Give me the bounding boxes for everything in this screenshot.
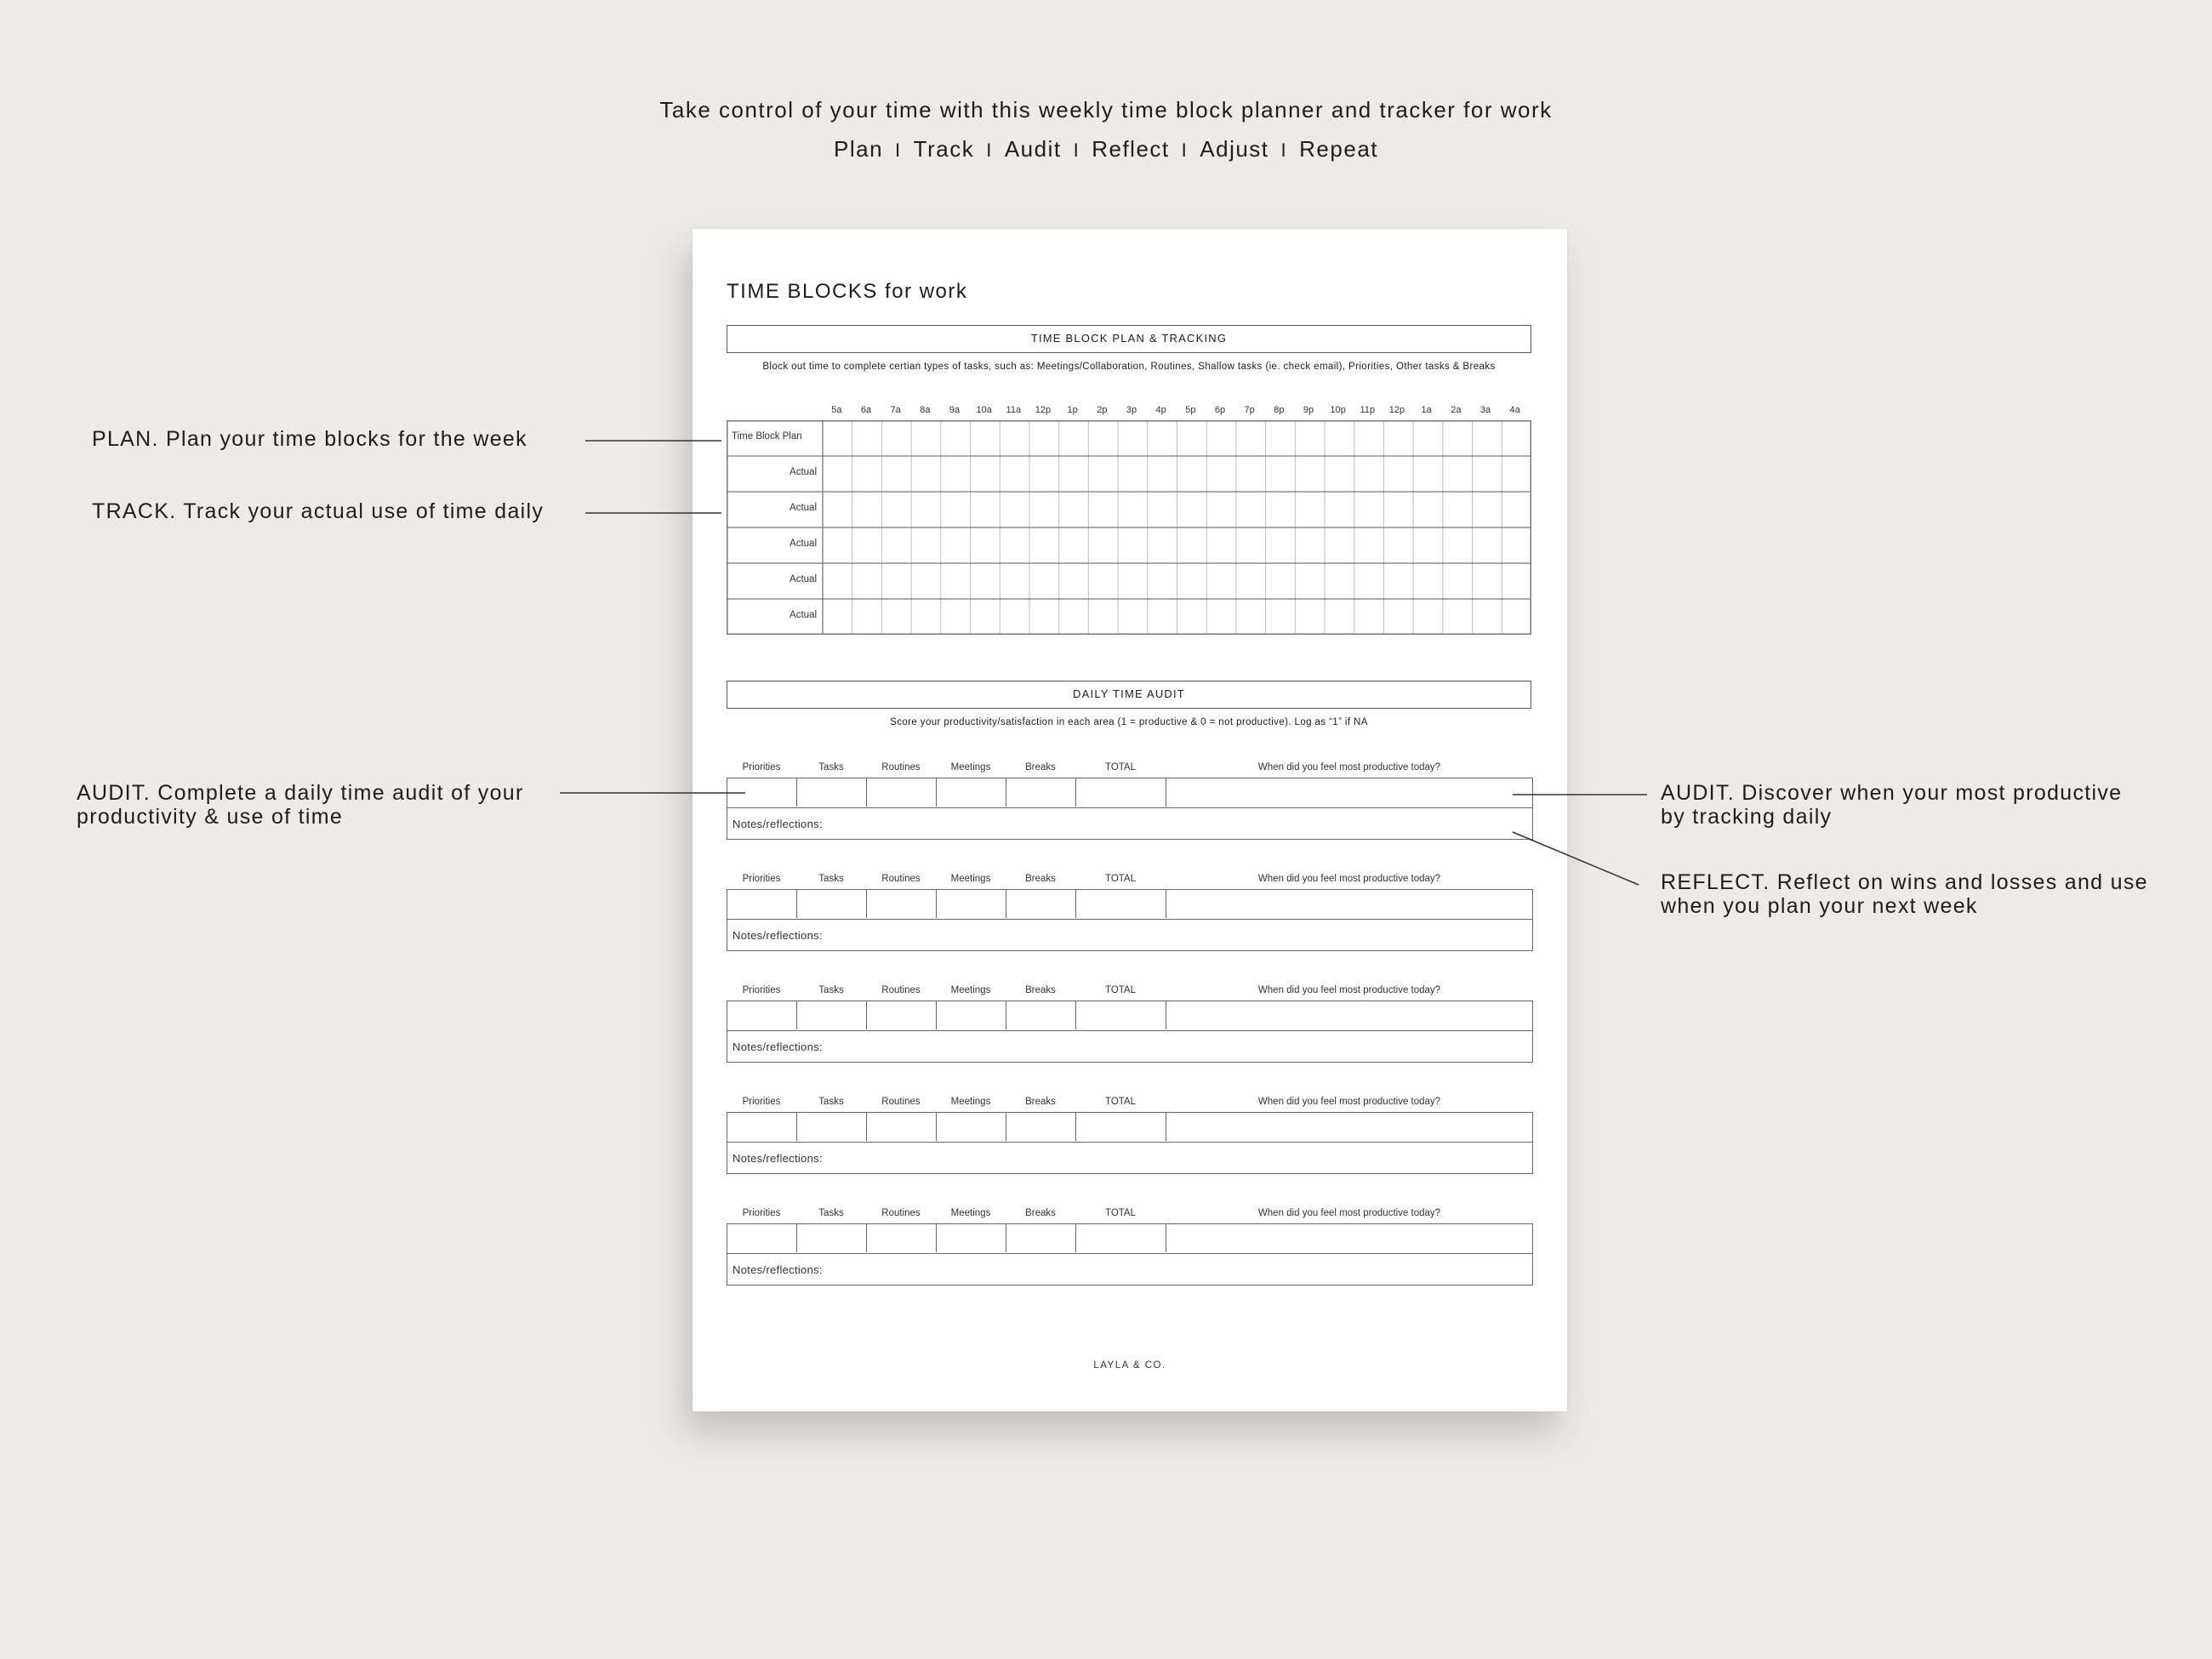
audit-column-header: Routines xyxy=(881,874,921,884)
audit-column-header: TOTAL xyxy=(1105,874,1136,884)
audit-column-header: Routines xyxy=(881,762,921,772)
audit-column-header: Breaks xyxy=(1025,1208,1056,1218)
annotation-audit-right-line1: AUDIT. Discover when your most productive xyxy=(1661,781,2123,805)
audit-column-header: Priorities xyxy=(742,1097,781,1107)
plan-section-title: TIME BLOCK PLAN & TRACKING xyxy=(727,325,1531,353)
audit-column-header: Priorities xyxy=(742,1208,781,1218)
row-label-actual: Actual xyxy=(790,574,817,584)
annotation-audit-right-line2: by tracking daily xyxy=(1661,805,1833,829)
step-separator: I xyxy=(1181,140,1189,161)
audit-column-header: Tasks xyxy=(818,1208,844,1218)
row-label-actual: Actual xyxy=(790,539,817,549)
step-separator: I xyxy=(1073,140,1080,161)
hour-label: 3a xyxy=(1479,405,1491,415)
annotation-reflect-line1: REFLECT. Reflect on wins and losses and use xyxy=(1661,870,2148,894)
row-label-actual: Actual xyxy=(790,467,817,477)
hour-label: 12p xyxy=(1035,405,1052,415)
notes-label: Notes/reflections: xyxy=(733,1152,823,1165)
step-separator: I xyxy=(986,140,993,161)
audit-column-header: TOTAL xyxy=(1105,985,1136,995)
hour-label: 8a xyxy=(920,405,931,415)
annotation-reflect-line2: when you plan your next week xyxy=(1661,894,1978,918)
audit-column-header: When did you feel most productive today? xyxy=(1257,1208,1441,1218)
audit-column-header: Tasks xyxy=(818,762,844,772)
hour-label: 11a xyxy=(1006,405,1022,415)
audit-column-header: Breaks xyxy=(1025,1097,1056,1107)
step-track: Track xyxy=(913,136,975,162)
row-label-actual: Actual xyxy=(790,503,817,513)
audit-column-header: Priorities xyxy=(742,874,781,884)
audit-column-header: Priorities xyxy=(742,985,781,995)
step-separator: I xyxy=(895,140,902,161)
hour-label: 4a xyxy=(1509,405,1520,415)
annotation-audit-left-line1: AUDIT. Complete a daily time audit of your xyxy=(77,781,524,805)
step-repeat: Repeat xyxy=(1299,136,1378,162)
audit-column-header: Breaks xyxy=(1025,985,1056,995)
audit-column-header: TOTAL xyxy=(1105,1208,1136,1218)
page-title: TIME BLOCKS for work xyxy=(727,280,968,303)
notes-label: Notes/reflections: xyxy=(733,1263,823,1276)
audit-column-header: Tasks xyxy=(818,1097,844,1107)
audit-column-header: Meetings xyxy=(950,1097,991,1107)
audit-column-header: Tasks xyxy=(818,985,844,995)
leader-line-reflect xyxy=(1513,832,1639,885)
hour-label: 7p xyxy=(1244,405,1255,415)
audit-column-header: When did you feel most productive today? xyxy=(1257,874,1441,884)
notes-label: Notes/reflections: xyxy=(733,1040,823,1053)
hour-label: 9a xyxy=(949,405,961,415)
audit-column-header: TOTAL xyxy=(1105,762,1136,772)
audit-column-header: TOTAL xyxy=(1105,1097,1136,1107)
hour-label: 6a xyxy=(860,405,872,415)
step-audit: Audit xyxy=(1004,136,1062,162)
hour-label: 9p xyxy=(1303,405,1314,415)
step-reflect: Reflect xyxy=(1092,136,1170,162)
hour-label: 11p xyxy=(1360,405,1376,415)
hour-label: 6p xyxy=(1214,405,1226,415)
plan-instructions: Block out time to complete certian types of tasks, such as: Meetings/Collaboration, Routines, Shallow tasks (ie. check email), Priorities, Other tasks & Breaks xyxy=(762,362,1496,372)
audit-column-header: When did you feel most productive today? xyxy=(1257,762,1441,772)
hour-label: 10p xyxy=(1330,405,1346,415)
brand-footer: LAYLA & CO. xyxy=(1093,1360,1166,1371)
row-label-plan: Time Block Plan xyxy=(732,431,802,442)
step-adjust: Adjust xyxy=(1200,136,1269,162)
step-plan: Plan xyxy=(833,136,884,162)
audit-column-header: Meetings xyxy=(950,874,991,884)
hour-label: 2p xyxy=(1097,405,1108,415)
hour-label: 12p xyxy=(1388,405,1405,415)
row-label-actual: Actual xyxy=(790,610,817,620)
audit-column-header: Routines xyxy=(881,1097,921,1107)
annotation-audit-left-line2: productivity & use of time xyxy=(77,805,344,829)
audit-section-title: DAILY TIME AUDIT xyxy=(727,681,1531,709)
audit-column-header: Tasks xyxy=(818,874,844,884)
hour-label: 10a xyxy=(976,405,992,415)
audit-column-header: When did you feel most productive today? xyxy=(1257,1097,1441,1107)
annotation-track: TRACK. Track your actual use of time daily xyxy=(92,499,544,523)
hour-label: 3p xyxy=(1126,405,1137,415)
audit-column-header: Meetings xyxy=(950,985,991,995)
audit-column-header: Routines xyxy=(881,1208,921,1218)
hour-label: 5p xyxy=(1185,405,1196,415)
hour-label: 1p xyxy=(1067,405,1078,415)
hour-label: 7a xyxy=(890,405,901,415)
notes-label: Notes/reflections: xyxy=(733,818,823,830)
audit-column-header: Breaks xyxy=(1025,762,1056,772)
hour-label: 1a xyxy=(1421,405,1432,415)
audit-column-header: Priorities xyxy=(742,762,781,772)
step-separator: I xyxy=(1280,140,1288,161)
audit-column-header: Breaks xyxy=(1025,874,1056,884)
notes-label: Notes/reflections: xyxy=(733,929,823,942)
hour-label: 4p xyxy=(1155,405,1166,415)
audit-column-header: Routines xyxy=(881,985,921,995)
audit-column-header: Meetings xyxy=(950,1208,991,1218)
annotation-plan: PLAN. Plan your time blocks for the week xyxy=(92,427,527,451)
hour-label: 5a xyxy=(831,405,842,415)
audit-instructions: Score your productivity/satisfaction in each area (1 = productive & 0 = not productive). Log as “1” if NA xyxy=(890,717,1368,727)
hour-label: 2a xyxy=(1451,405,1462,415)
audit-column-header: When did you feel most productive today? xyxy=(1257,985,1441,995)
audit-column-header: Meetings xyxy=(950,762,991,772)
tagline: Take control of your time with this weekly time block planner and tracker for work xyxy=(659,97,1553,123)
hour-label: 8p xyxy=(1274,405,1285,415)
